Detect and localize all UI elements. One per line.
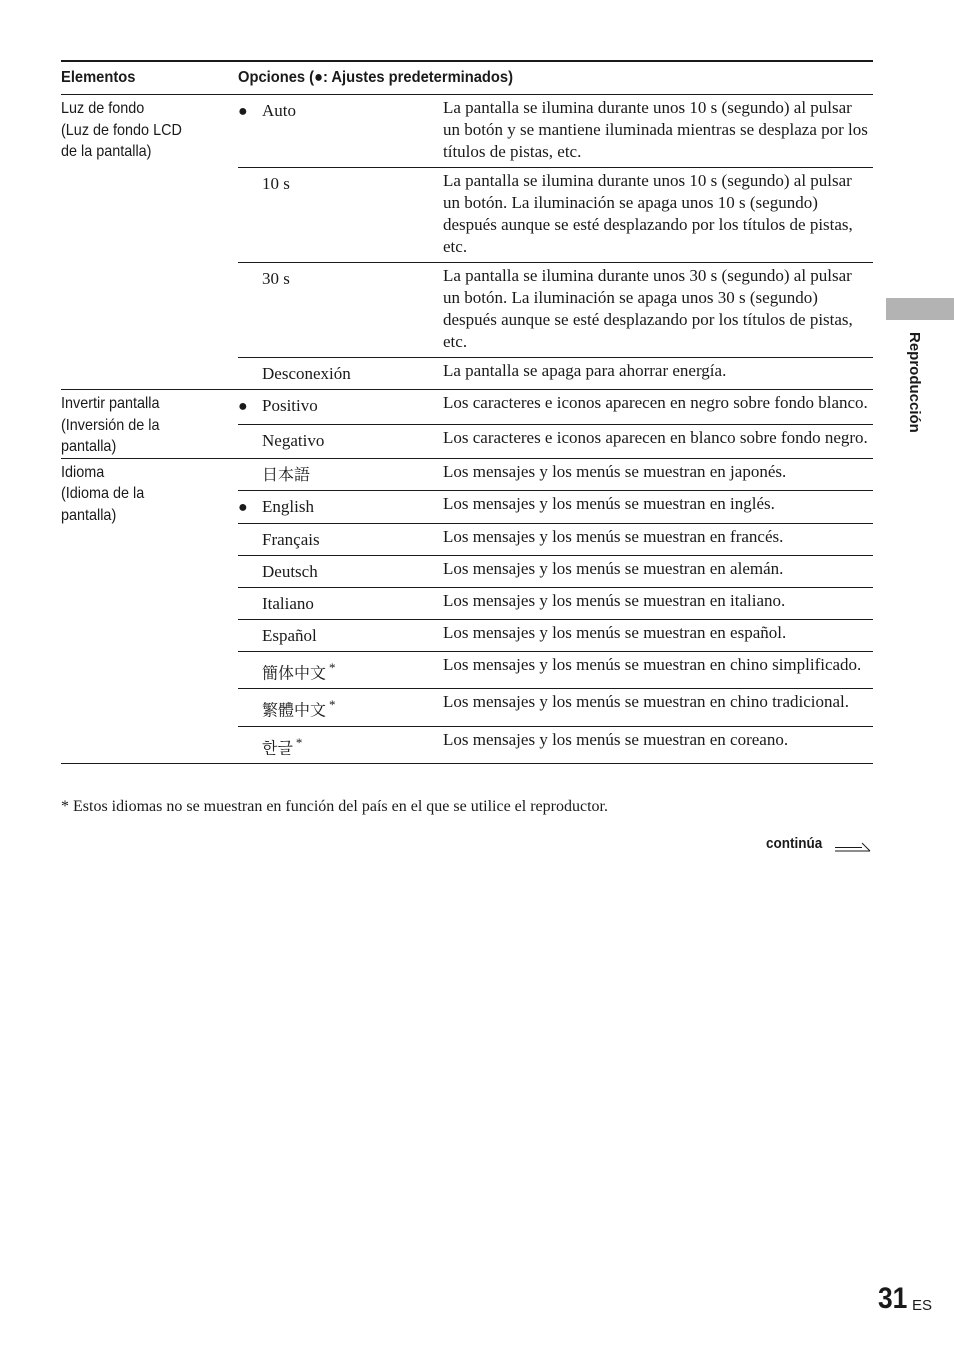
option-label: Deutsch [262, 561, 318, 581]
option-label: Español [262, 625, 317, 645]
option-cell [238, 651, 443, 689]
option-label: Italiano [262, 593, 314, 613]
element-name-cell [61, 95, 238, 390]
page-number: 31 [878, 1282, 908, 1315]
option-description: Los mensajes y los menús se muestran en alemán. [443, 555, 873, 587]
option-cell [238, 358, 443, 390]
option-description: Los mensajes y los menús se muestran en coreano. [443, 726, 873, 764]
option-cell [238, 523, 443, 555]
element-name: Invertir pantalla (Inversión de la pantalla) [61, 395, 160, 455]
option-label: English [262, 496, 314, 516]
table-body [61, 95, 873, 764]
option-label: 繁體中文 [262, 700, 327, 720]
option-description: Los mensajes y los menús se muestran en italiano. [443, 587, 873, 619]
table-header-row [61, 61, 873, 95]
element-name-cell [61, 458, 238, 764]
option-label: 10 s [262, 174, 290, 193]
option-description: Los mensajes y los menús se muestran en inglés. [443, 490, 873, 523]
option-label: Auto [262, 101, 296, 120]
option-cell [238, 726, 443, 764]
option-cell [238, 490, 443, 523]
footnote: * Estos idiomas no se muestran en función del país en el que se utilice el reproductor. [61, 798, 608, 815]
header-opciones: Opciones (●: Ajustes predeterminados) [238, 61, 822, 95]
element-name: Idioma (Idioma de la pantalla) [61, 463, 145, 524]
option-cell [238, 95, 443, 168]
section-tab-marker [886, 298, 954, 320]
option-description: La pantalla se apaga para ahorrar energía. [443, 358, 873, 390]
option-label: 簡体中文 [262, 663, 327, 683]
page-language-code: ES [912, 1297, 933, 1314]
option-description: La pantalla se ilumina durante unos 30 s (segundo) al pulsar un botón. La iluminación se apaga unos 30 s (segundo) después aunque se esté desplazando por los títulos de pistas, etc. [443, 263, 873, 358]
option-cell [238, 619, 443, 651]
option-description: Los caracteres e iconos aparecen en blanco sobre fondo negro. [443, 424, 873, 458]
option-label: Desconexión [262, 364, 351, 383]
option-cell [238, 263, 443, 358]
option-cell [238, 390, 443, 425]
footnote-marker: * [329, 697, 336, 713]
option-description: La pantalla se ilumina durante unos 10 s (segundo) al pulsar un botón. La iluminación se apaga unos 10 s (segundo) después aunque se esté desplazando por los títulos de pistas, etc. [443, 168, 873, 263]
option-label: Negativo [262, 430, 325, 450]
element-name-cell [61, 390, 238, 459]
option-cell [238, 424, 443, 458]
option-cell [238, 458, 443, 490]
option-description: Los mensajes y los menús se muestran en chino simplificado. [443, 651, 873, 689]
option-label: 30 s [262, 269, 290, 288]
option-label: Français [262, 529, 320, 549]
option-description: Los mensajes y los menús se muestran en francés. [443, 523, 873, 555]
option-cell [238, 689, 443, 727]
continue-label: continúa [766, 835, 823, 852]
section-side-label: Reproducción [906, 332, 923, 433]
footnote-marker: * [295, 734, 303, 750]
option-cell [238, 555, 443, 587]
default-bullet-icon: ● [238, 398, 248, 415]
option-label: 日本語 [262, 464, 311, 484]
option-label: 한글 [262, 738, 293, 758]
option-description: La pantalla se ilumina durante unos 10 s (segundo) al pulsar un botón y se mantiene iluminada mientras se desplaza por los títulos de pistas, etc. [443, 95, 873, 168]
option-description: Los mensajes y los menús se muestran en chino tradicional. [443, 689, 873, 727]
option-label: Positivo [262, 396, 318, 415]
option-cell [238, 587, 443, 619]
option-description: Los caracteres e iconos aparecen en negro sobre fondo blanco. [443, 390, 873, 425]
table-row [61, 458, 873, 490]
table-row [61, 390, 873, 425]
table-row [61, 95, 873, 168]
option-description: Los mensajes y los menús se muestran en japonés. [443, 458, 873, 490]
settings-table [61, 60, 873, 764]
element-name: Luz de fondo (Luz de fondo LCD de la pantalla) [61, 100, 182, 160]
option-cell [238, 168, 443, 263]
default-bullet-icon: ● [238, 103, 248, 120]
footnote-marker: * [329, 659, 336, 675]
continue-arrow-icon [834, 842, 872, 854]
option-description: Los mensajes y los menús se muestran en español. [443, 619, 873, 651]
default-bullet-icon: ● [238, 498, 248, 516]
header-elementos: Elementos [61, 61, 224, 95]
